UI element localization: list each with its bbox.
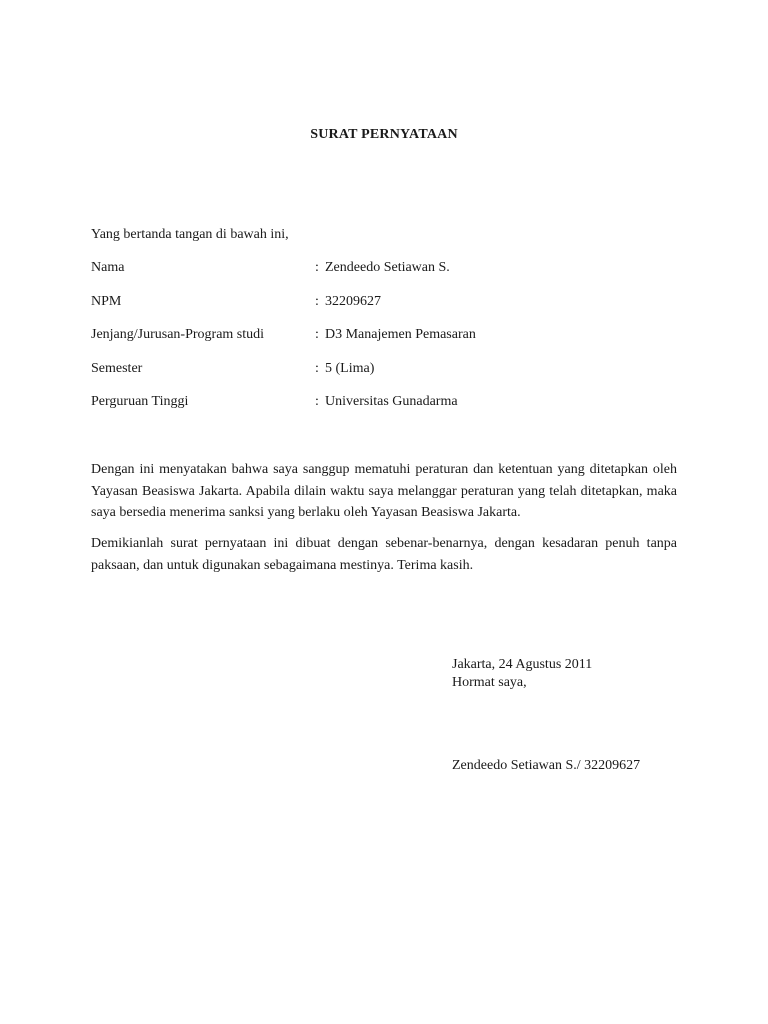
greeting: Hormat saya, <box>452 675 527 690</box>
field-separator: : <box>315 360 319 376</box>
field-row-npm <box>91 294 691 328</box>
field-row-program-studi <box>91 327 691 361</box>
field-separator: : <box>315 394 319 409</box>
field-value: 5 (Lima) <box>325 360 375 376</box>
field-row-nama <box>91 260 691 294</box>
field-separator: : <box>315 327 319 342</box>
field-label: Nama <box>91 260 125 275</box>
intro-text: Yang bertanda tangan di bawah ini, <box>91 227 289 242</box>
field-row-semester <box>91 361 691 395</box>
field-value: 32209627 <box>325 293 381 309</box>
statement-paragraph: Dengan ini menyatakan bahwa saya sanggup mematuhi peraturan dan ketentuan yang ditetapkan oleh Yayasan Beasiswa Jakarta. Apabila dilain waktu saya melanggar peraturan yang telah ditetapkan, maka saya bersedia menerima sanksi yang berlaku oleh Yayasan Beasiswa Jakarta. <box>91 462 677 520</box>
field-separator: : <box>315 260 319 275</box>
field-value: Universitas Gunadarma <box>325 394 458 409</box>
field-label: Semester <box>91 360 143 376</box>
field-label: NPM <box>91 293 122 309</box>
identity-fields <box>91 260 691 428</box>
closing-paragraph: Demikianlah surat pernyataan ini dibuat dengan sebenar-benarnya, dengan kesadaran penuh tanpa paksaan, dan untuk digunakan sebagaimana mestinya. Terima kasih. <box>91 536 677 573</box>
document-title: SURAT PERNYATAAN <box>310 127 458 142</box>
field-label: Jenjang/Jurusan-Program studi <box>91 327 265 342</box>
signature-block <box>452 656 592 692</box>
field-value: D3 Manajemen Pemasaran <box>325 327 476 342</box>
signer-name: Zendeedo Setiawan S./ 32209627 <box>452 758 641 773</box>
field-value: Zendeedo Setiawan S. <box>325 260 450 275</box>
place-date: Jakarta, 24 Agustus 2011 <box>452 657 593 672</box>
field-label: Perguruan Tinggi <box>91 394 189 409</box>
field-separator: : <box>315 293 319 309</box>
field-row-perguruan-tinggi <box>91 394 691 428</box>
